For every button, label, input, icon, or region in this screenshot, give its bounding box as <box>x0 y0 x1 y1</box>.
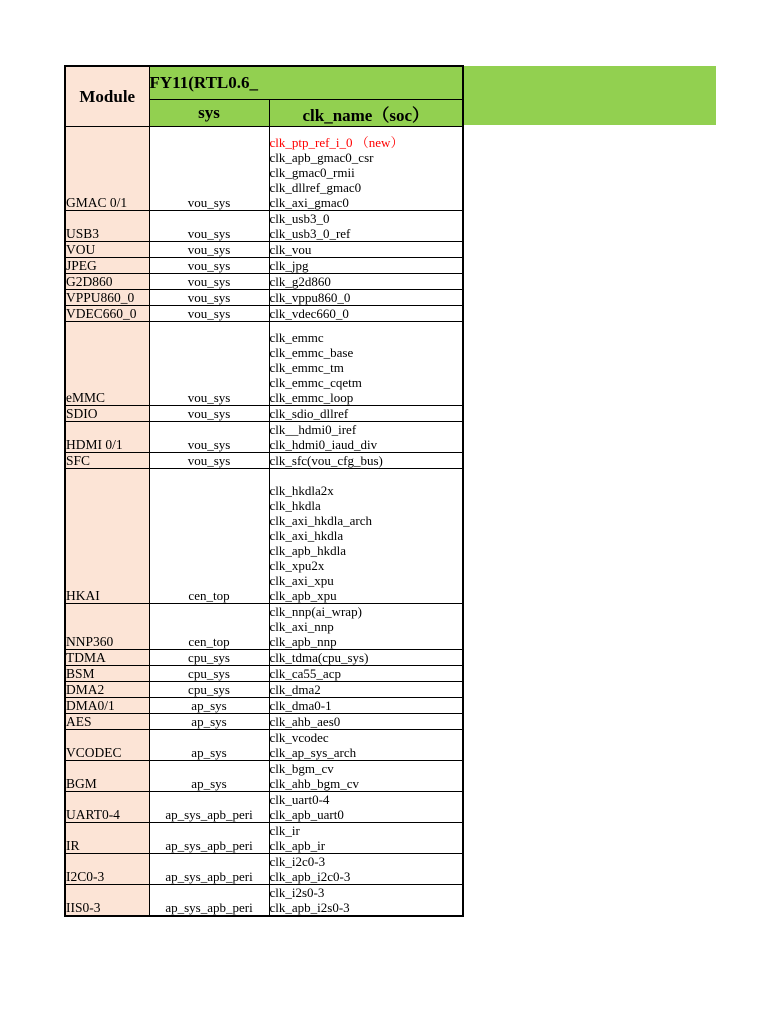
clk-name: clk_sfc(vou_cfg_bus) <box>269 453 383 468</box>
table-row <box>65 406 463 422</box>
clk-name-cell <box>269 761 463 792</box>
table-row <box>65 823 463 854</box>
clk-name-cell <box>269 258 463 274</box>
sys-cell: vou_sys <box>149 274 269 290</box>
header-green-band <box>464 66 716 125</box>
clk-name: clk_usb3_0 <box>269 211 330 226</box>
module-cell: GMAC 0/1 <box>65 127 149 211</box>
clk-name: clk_ahb_bgm_cv <box>269 776 360 791</box>
sys-cell: vou_sys <box>149 453 269 469</box>
table-row <box>65 730 463 761</box>
clk-name: clk_apb_hkdla <box>269 543 347 558</box>
clk-name: clk_vdec660_0 <box>269 306 349 321</box>
module-cell: SDIO <box>65 406 149 422</box>
clk-name-cell <box>269 211 463 242</box>
clk-name: clk_i2c0-3 <box>269 854 326 869</box>
table-row <box>65 666 463 682</box>
sys-header: sys <box>149 100 269 127</box>
table-row <box>65 453 463 469</box>
sys-cell: cen_top <box>149 604 269 650</box>
clk-name-cell <box>269 127 463 211</box>
clk-name-cell <box>269 604 463 650</box>
clk-name: clk_axi_hkdla_arch <box>269 513 373 528</box>
clk-name: clk_ptp_ref_i_0 （new） <box>269 135 404 150</box>
sys-cell: vou_sys <box>149 127 269 211</box>
table-row <box>65 258 463 274</box>
clock-table <box>64 65 464 917</box>
sys-cell: cen_top <box>149 469 269 604</box>
module-cell: HKAI <box>65 469 149 604</box>
module-cell: eMMC <box>65 322 149 406</box>
module-cell: SFC <box>65 453 149 469</box>
module-cell: VDEC660_0 <box>65 306 149 322</box>
sys-cell: ap_sys_apb_peri <box>149 823 269 854</box>
clk-name: clk_apb_i2s0-3 <box>269 900 350 915</box>
clk-name-cell <box>269 322 463 406</box>
sys-cell: vou_sys <box>149 422 269 453</box>
sys-cell: vou_sys <box>149 211 269 242</box>
sys-cell: cpu_sys <box>149 666 269 682</box>
module-cell: BSM <box>65 666 149 682</box>
fy-header: FY11(RTL0.6_ <box>149 66 463 100</box>
sys-cell: vou_sys <box>149 290 269 306</box>
clk-name: clk_jpg <box>269 258 309 273</box>
clk-name: clk_ap_sys_arch <box>269 745 357 760</box>
clk-name: clk_emmc <box>269 330 324 345</box>
clk-name: clk_axi_hkdla <box>269 528 344 543</box>
sys-cell: vou_sys <box>149 242 269 258</box>
sys-cell: vou_sys <box>149 258 269 274</box>
clk-name: clk_hkdla2x <box>269 483 334 498</box>
clk-name: clk_ahb_aes0 <box>269 714 341 729</box>
table-row <box>65 306 463 322</box>
clk-name: clk_emmc_tm <box>269 360 344 375</box>
clk-name: clk_vou <box>269 242 312 257</box>
sys-cell: vou_sys <box>149 322 269 406</box>
clk-name-cell <box>269 885 463 917</box>
sys-cell: ap_sys <box>149 730 269 761</box>
clk-name-cell <box>269 854 463 885</box>
module-cell: I2C0-3 <box>65 854 149 885</box>
clk-name-cell <box>269 792 463 823</box>
clk-name: clk_sdio_dllref <box>269 406 349 421</box>
table-row <box>65 854 463 885</box>
clk-name: clk_ir <box>269 823 300 838</box>
clk-name-cell <box>269 422 463 453</box>
clk-name: clk_usb3_0_ref <box>269 226 351 241</box>
table-row <box>65 274 463 290</box>
table-row <box>65 127 463 211</box>
clk-name-cell <box>269 666 463 682</box>
table-row <box>65 761 463 792</box>
clk-name-cell <box>269 682 463 698</box>
clk-name: clk_dma0-1 <box>269 698 332 713</box>
sys-cell: cpu_sys <box>149 682 269 698</box>
sys-cell: ap_sys_apb_peri <box>149 792 269 823</box>
clk-name: clk__hdmi0_iref <box>269 422 357 437</box>
module-cell: BGM <box>65 761 149 792</box>
module-header: Module <box>65 66 149 127</box>
table-row <box>65 885 463 917</box>
clk-name: clk_i2s0-3 <box>269 885 325 900</box>
clk-name: clk_emmc_loop <box>269 390 354 405</box>
sys-cell: vou_sys <box>149 406 269 422</box>
clk-name: clk_apb_uart0 <box>269 807 344 822</box>
table-row <box>65 469 463 604</box>
module-cell: VPPU860_0 <box>65 290 149 306</box>
table-row <box>65 604 463 650</box>
clk-name: clk_ca55_acp <box>269 666 341 681</box>
module-cell: HDMI 0/1 <box>65 422 149 453</box>
table-row <box>65 290 463 306</box>
module-cell: IR <box>65 823 149 854</box>
table-row <box>65 242 463 258</box>
clk-name-cell <box>269 453 463 469</box>
module-cell: VCODEC <box>65 730 149 761</box>
sys-cell: ap_sys <box>149 698 269 714</box>
sys-cell: vou_sys <box>149 306 269 322</box>
module-cell: VOU <box>65 242 149 258</box>
clk-name-cell <box>269 714 463 730</box>
clk-name: clk_hdmi0_iaud_div <box>269 437 378 452</box>
clk-name-cell <box>269 650 463 666</box>
clk-name-cell <box>269 274 463 290</box>
module-cell: USB3 <box>65 211 149 242</box>
clk-name: clk_tdma(cpu_sys) <box>269 650 369 665</box>
clk-name-cell <box>269 469 463 604</box>
clk-name: clk_apb_ir <box>269 838 326 853</box>
table-row <box>65 322 463 406</box>
clk-name: clk_apb_gmac0_csr <box>269 150 374 165</box>
clk-name: clk_vppu860_0 <box>269 290 351 305</box>
table-row <box>65 422 463 453</box>
module-cell: DMA0/1 <box>65 698 149 714</box>
module-cell: DMA2 <box>65 682 149 698</box>
clk-name: clk_apb_xpu <box>269 588 337 603</box>
clk-name-cell <box>269 406 463 422</box>
module-cell: G2D860 <box>65 274 149 290</box>
module-cell: NNP360 <box>65 604 149 650</box>
table-row <box>65 211 463 242</box>
clk-name-cell <box>269 242 463 258</box>
clk-name-cell <box>269 823 463 854</box>
sys-cell: ap_sys <box>149 761 269 792</box>
table-row <box>65 792 463 823</box>
clk-name: clk_apb_i2c0-3 <box>269 869 351 884</box>
clk-name: clk_dma2 <box>269 682 321 697</box>
clk-name: clk_emmc_base <box>269 345 354 360</box>
clk-name: clk_axi_nnp <box>269 619 334 634</box>
module-cell: TDMA <box>65 650 149 666</box>
sys-cell: cpu_sys <box>149 650 269 666</box>
sys-cell: ap_sys_apb_peri <box>149 885 269 917</box>
clk-name: clk_vcodec <box>269 730 329 745</box>
table-row <box>65 698 463 714</box>
table-row <box>65 650 463 666</box>
clk-name: clk_gmac0_rmii <box>269 165 355 180</box>
clk-name-cell <box>269 730 463 761</box>
module-cell: UART0-4 <box>65 792 149 823</box>
clk-name-header: clk_name（soc） <box>269 100 463 127</box>
clk-name: clk_g2d860 <box>269 274 331 289</box>
sys-cell: ap_sys_apb_peri <box>149 854 269 885</box>
clk-name: clk_xpu2x <box>269 558 325 573</box>
module-cell: AES <box>65 714 149 730</box>
clk-name: clk_dllref_gmac0 <box>269 180 362 195</box>
clk-name: clk_apb_nnp <box>269 634 337 649</box>
sys-cell: ap_sys <box>149 714 269 730</box>
table-row <box>65 682 463 698</box>
clk-name: clk_hkdla <box>269 498 321 513</box>
module-cell: IIS0-3 <box>65 885 149 917</box>
module-cell: JPEG <box>65 258 149 274</box>
clk-name-cell <box>269 290 463 306</box>
table-row <box>65 714 463 730</box>
clk-name: clk_bgm_cv <box>269 761 334 776</box>
clk-name: clk_axi_xpu <box>269 573 334 588</box>
clk-name-cell <box>269 306 463 322</box>
clk-name: clk_emmc_cqetm <box>269 375 362 390</box>
clk-name: clk_axi_gmac0 <box>269 195 349 210</box>
clock-table-body <box>65 127 463 917</box>
clk-name: clk_nnp(ai_wrap) <box>269 604 362 619</box>
clk-name: clk_uart0-4 <box>269 792 330 807</box>
clk-name-cell <box>269 698 463 714</box>
